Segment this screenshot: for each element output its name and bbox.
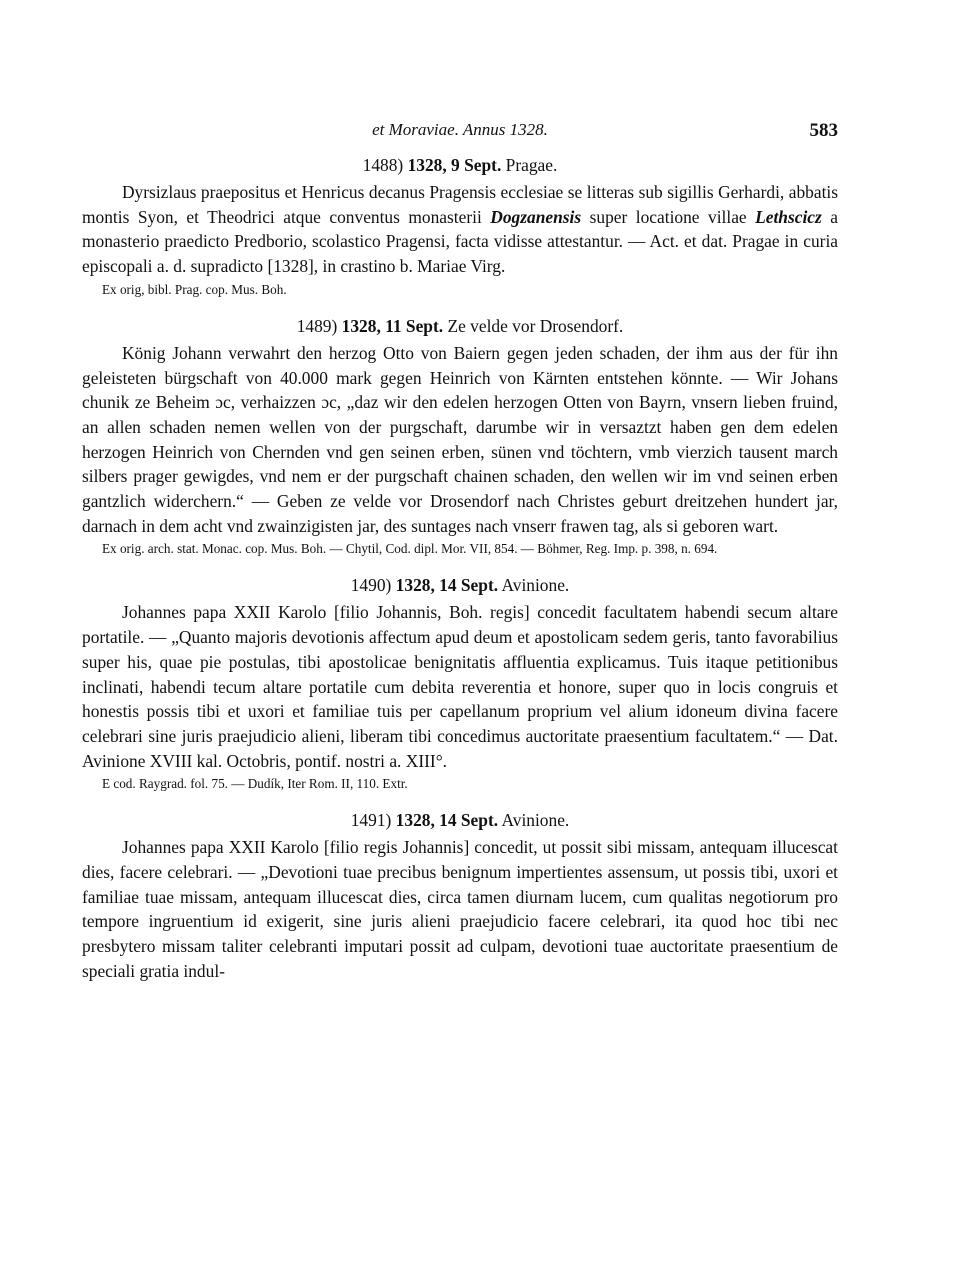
entry-place: Avinione.	[501, 810, 570, 831]
entry-place: Pragae.	[505, 155, 558, 175]
entry-date: 1328, 14 Sept.	[395, 810, 499, 831]
entry-date: 1328, 11 Sept.	[341, 315, 444, 336]
entry-heading	[82, 572, 838, 598]
entry-1491	[82, 807, 838, 983]
entry-source: E cod. Raygrad. fol. 75. — Dudík, Iter Rom. II, 110. Extr.	[102, 776, 408, 792]
entry-1489	[82, 313, 838, 559]
entry-heading	[82, 152, 838, 178]
entry-text	[82, 180, 838, 279]
entry-heading	[82, 807, 838, 833]
running-head	[82, 112, 838, 152]
entry-source: Ex orig. arch. stat. Monac. cop. Mus. Boh. — Chytil, Cod. dipl. Mor. VII, 854. — Böhmer, Reg. Imp. p. 398, n. 694.	[102, 541, 718, 557]
entry-1488	[82, 152, 838, 299]
entry-text-part: a monasterio praedicto Predborio, scolastico Pragensi, facta vidisse attestantur. — Act. et dat. Pragae in curia episcopali a. d. supradicto [1328], in crastino b. Mariae Virg.	[82, 206, 838, 277]
entry-place: Avinione.	[501, 575, 570, 596]
entry-text-part: super locatione villae	[581, 206, 756, 227]
entry-place: Ze velde vor Drosendorf.	[447, 315, 624, 336]
entry-number: 1489)	[296, 315, 338, 336]
entry-text: König Johann verwahrt den herzog Otto von Baiern gegen jeden schaden, der ihm aus der für ihn geleisteten bürgschaft von 40.000 mark gegen Heinrich von Kärnten entstehen könnte. — Wir Johans chunik ze Beheim ɔc, verhaizzen ɔc, „daz wir den edelen herzogen Otten von Bayrn, vnsern lieben fruind, an allen schaden nemen wellen von der purgschaft, darumbe wir in versaztzt haben gen dem edelen herzogen Heinrich von Chernden vnd gen seinen erben, sünen vnd töchtern, vmb vierzich tausent march silbers prager gewigdes, vnd nem er der purgschaft chainen schaden, den wellen wir im vnd seinen erben gantzlich widerchern.“ — Geben ze velde vor Drosendorf nach Christes geburt dreitzehen hundert jar, darnach in dem acht vnd zwainzigisten jar, des suntages nach vnserr frawen tag, als si geboren wart.	[82, 342, 838, 536]
entry-text-part: Dyrsizlaus praepositus et Henricus decanus Pragensis ecclesiae se litteras sub sigillis Gerhardi, abbatis montis Syon, et Theodrici atque conventus monasterii	[82, 182, 838, 227]
entry-1490	[82, 572, 838, 793]
entry-source: Ex orig, bibl. Prag. cop. Mus. Boh.	[102, 281, 287, 297]
entry-heading	[82, 313, 838, 339]
entry-date: 1328, 9 Sept.	[407, 155, 502, 175]
running-title: et Moraviae. Annus 1328.	[372, 120, 548, 139]
entry-text: Johannes papa XXII Karolo [filio Johannis, Boh. regis] concedit facultatem habendi secum altare portatile. — „Quanto majoris devotionis affectum apud deum et apostolicam sedem geris, tanto favorabilius super his, quae pie postulas, tibi apostolicae benignitatis affluentia explicamus. Tuis itaque petitionibus inclinati, habendi tecum altare portatile cum debita reverentia et honore, super quo in locis congruis et honestis possis tibi et uxori et familiae tuis per capellanum proprium vel alium idoneum divina facere celebrari sine juris praejudicio alieni, liberam tibi concedimus auctoritate praesentium facultatem.“ — Dat. Avinione XVIII kal. Octobris, pontif. nostri a. XIII°.	[82, 602, 838, 771]
entry-date: 1328, 14 Sept.	[395, 575, 499, 596]
entry-number: 1488)	[362, 155, 404, 175]
page-number: 583	[809, 120, 838, 141]
place-name-italic: Lethscicz	[755, 206, 822, 227]
place-name-italic: Dogzanensis	[490, 206, 582, 227]
entry-number: 1490)	[350, 575, 392, 596]
document-page	[82, 112, 838, 984]
entry-text: Johannes papa XXII Karolo [filio regis Johannis] concedit, ut possit sibi missam, antequam illucescat dies, facere celebrari. — „Devotioni tuae precibus benignum impertientes assensum, ut possis tibi, uxori et familiae tuae missam, antequam illucescat dies, circa tamen diurnam lucem, cum qualitas negotiorum pro tempore ingruentium id exigerit, sine juris alieni praejudicio facere celebrari, ita quod hoc tibi nec presbytero missam taliter celebranti imputari possit ad culpam, devotioni tuae auctoritate praesentium de speciali gratia indul-	[82, 837, 838, 981]
entry-number: 1491)	[350, 810, 392, 831]
